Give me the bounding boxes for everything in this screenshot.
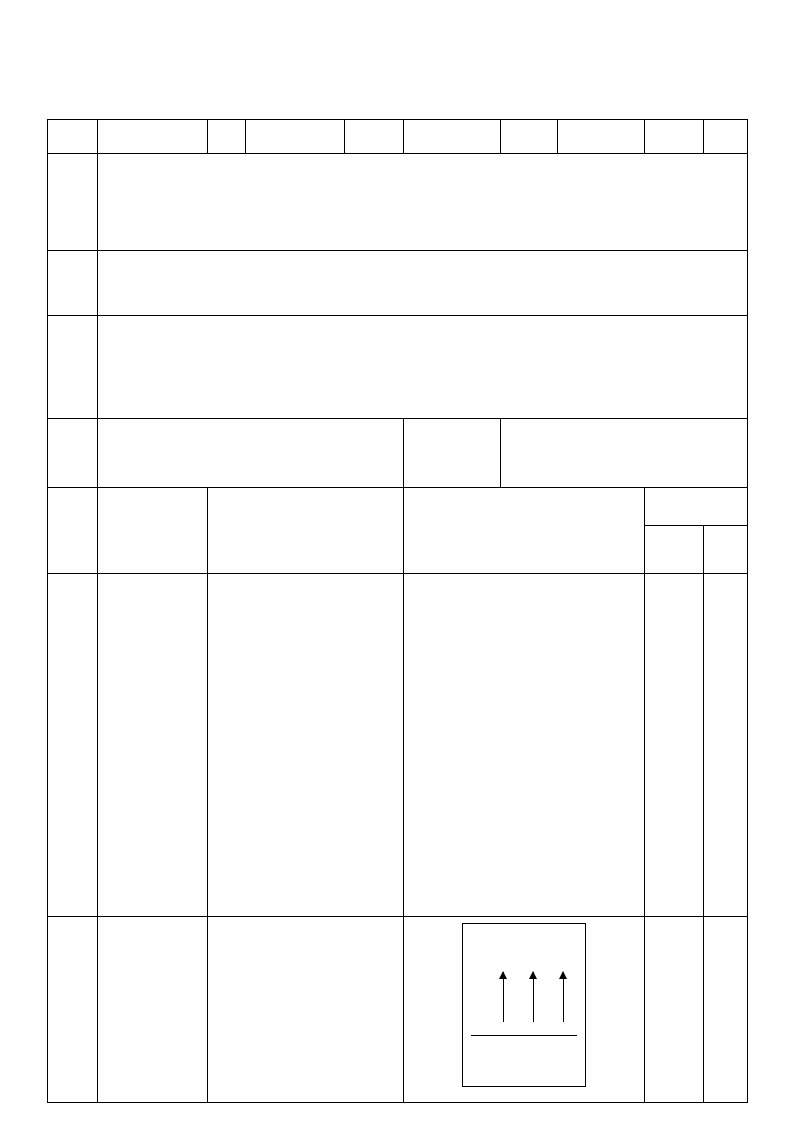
count-label	[645, 120, 704, 154]
practice-area	[462, 923, 586, 1087]
goals-row	[48, 154, 748, 251]
safety-row	[48, 419, 748, 488]
up-arrow-icon	[533, 972, 534, 1022]
key-text	[98, 316, 748, 419]
safety-label	[48, 419, 98, 488]
stage-header-label	[48, 488, 98, 574]
header-row	[48, 120, 748, 154]
stage1-method	[208, 574, 404, 917]
stage1-content	[98, 574, 208, 917]
stage1-time	[645, 574, 704, 917]
key-row	[48, 316, 748, 419]
elastic-band-line	[471, 1035, 577, 1036]
stage1-intensity	[704, 574, 748, 917]
intensity-header	[704, 526, 748, 574]
class-value	[558, 120, 645, 154]
content-text	[98, 251, 748, 316]
subject-value	[98, 120, 208, 154]
content-row	[48, 251, 748, 316]
organization-header	[404, 488, 645, 574]
key-label	[48, 316, 98, 419]
stage1-organization	[404, 574, 645, 917]
stage1-row	[48, 574, 748, 917]
method-header	[208, 488, 404, 574]
venue-value	[501, 419, 748, 488]
subject-label	[48, 120, 98, 154]
unit-label	[208, 120, 246, 154]
goals-text	[98, 154, 748, 251]
stage1-label	[48, 574, 98, 917]
stage2-label	[48, 917, 98, 1103]
class-label	[501, 120, 558, 154]
teaching-content-header	[98, 488, 208, 574]
time-header	[645, 526, 704, 574]
up-arrow-icon	[503, 972, 504, 1022]
safety-value	[98, 419, 404, 488]
venue-label	[404, 419, 501, 488]
stage2-row	[48, 917, 748, 1103]
stage2-organization	[404, 917, 645, 1103]
stage2-time	[645, 917, 704, 1103]
grade-value	[404, 120, 501, 154]
unit-value	[246, 120, 345, 154]
grade-label	[345, 120, 404, 154]
count-value	[704, 120, 748, 154]
content-label	[48, 251, 98, 316]
stage2-content	[98, 917, 208, 1103]
up-arrow-icon	[563, 972, 564, 1022]
stage2-method	[208, 917, 404, 1103]
load-header	[645, 488, 748, 526]
lesson-plan-table	[47, 119, 748, 1103]
structure-header-row	[48, 488, 748, 526]
stage2-intensity	[704, 917, 748, 1103]
goals-label	[48, 154, 98, 251]
